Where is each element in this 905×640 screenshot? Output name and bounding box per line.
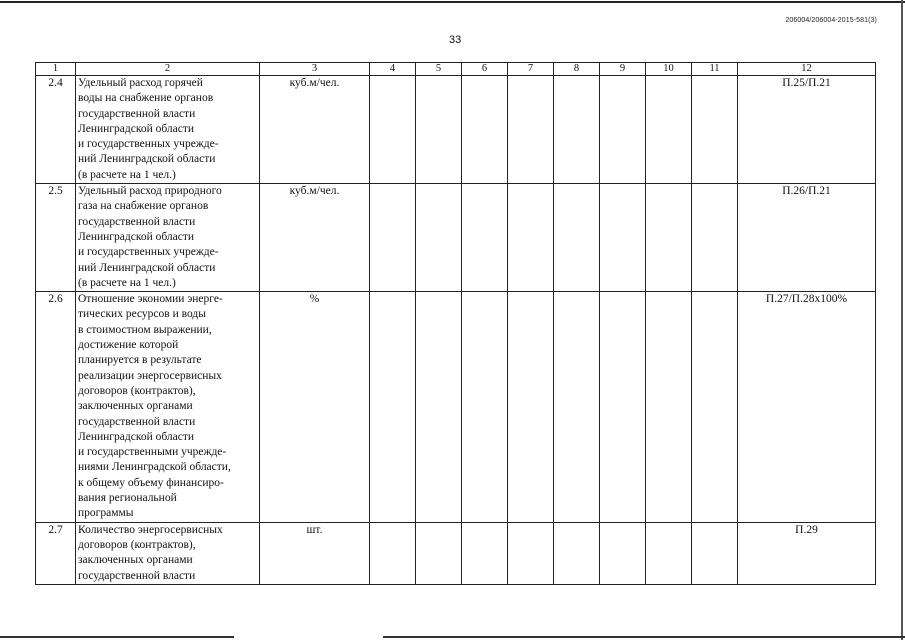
empty-value-cell <box>462 292 508 522</box>
column-header: 8 <box>554 63 600 76</box>
column-header: 2 <box>76 63 260 76</box>
document-id: 206004/206004-2015-581(3) <box>785 17 877 24</box>
row-number: 2.4 <box>36 76 76 184</box>
empty-value-cell <box>554 292 600 522</box>
indicator-name-line: Ленинградской области <box>78 230 195 243</box>
indicator-name-line: государственной власти <box>78 569 196 582</box>
indicator-name-line: программы <box>78 507 134 520</box>
indicator-name-line: договоров (контрактов), <box>78 384 196 397</box>
row-number: 2.7 <box>36 522 76 584</box>
indicator-name-line: тических ресурсов и воды <box>78 308 206 321</box>
empty-value-cell <box>646 292 692 522</box>
column-number-row <box>36 63 876 76</box>
indicator-name-line: заключенных органами <box>78 554 193 567</box>
indicator-name-line: газа на снабжение органов <box>78 200 209 213</box>
empty-value-cell <box>600 184 646 292</box>
indicator-name-line: и государственных учрежде- <box>78 246 219 259</box>
column-header: 12 <box>738 63 876 76</box>
indicator-name-line: планируется в результате <box>78 354 202 367</box>
indicator-name-line: достижение которой <box>78 339 179 352</box>
indicator-name-line: и государственными учрежде- <box>78 446 227 459</box>
indicator-name-line: вания региональной <box>78 492 177 505</box>
top-scan-border <box>0 1 905 3</box>
indicator-name <box>76 522 260 584</box>
unit-of-measure: % <box>260 292 370 522</box>
indicator-name-line: (в расчете на 1 чел.) <box>78 168 176 181</box>
empty-value-cell <box>692 292 738 522</box>
empty-value-cell <box>370 522 416 584</box>
table-row <box>36 292 876 522</box>
column-header: 10 <box>646 63 692 76</box>
empty-value-cell <box>416 76 462 184</box>
right-edge-mark <box>901 0 903 640</box>
empty-value-cell <box>508 76 554 184</box>
empty-value-cell <box>508 292 554 522</box>
row-number: 2.5 <box>36 184 76 292</box>
calculation-formula: П.26/П.21 <box>738 184 876 292</box>
indicator-name <box>76 292 260 522</box>
indicator-name-line: государственной власти <box>78 107 196 120</box>
indicator-name-line: Ленинградской области <box>78 430 195 443</box>
empty-value-cell <box>508 522 554 584</box>
indicator-name-line: Удельный расход природного <box>78 185 222 198</box>
empty-value-cell <box>600 522 646 584</box>
unit-of-measure: шт. <box>260 522 370 584</box>
column-header: 6 <box>462 63 508 76</box>
indicator-name-line: заключенных органами <box>78 400 193 413</box>
empty-value-cell <box>646 184 692 292</box>
empty-value-cell <box>646 522 692 584</box>
unit-of-measure: куб.м/чел. <box>260 76 370 184</box>
table-row <box>36 184 876 292</box>
indicator-name-line: Количество энергосервисных <box>78 523 223 536</box>
empty-value-cell <box>416 184 462 292</box>
indicator-name-line: Отношение экономии энерге- <box>78 293 223 306</box>
indicator-name-line: ниями Ленинградской области, <box>78 461 231 474</box>
row-number: 2.6 <box>36 292 76 522</box>
column-header: 5 <box>416 63 462 76</box>
empty-value-cell <box>370 184 416 292</box>
indicator-table <box>35 62 876 585</box>
indicator-name <box>76 76 260 184</box>
empty-value-cell <box>462 76 508 184</box>
empty-value-cell <box>692 522 738 584</box>
calculation-formula: П.27/П.28х100% <box>738 292 876 522</box>
page-number: 33 <box>449 34 462 46</box>
empty-value-cell <box>554 76 600 184</box>
empty-value-cell <box>692 184 738 292</box>
table-row <box>36 522 876 584</box>
indicator-name-line: и государственных учрежде- <box>78 138 219 151</box>
indicator-name <box>76 184 260 292</box>
empty-value-cell <box>692 76 738 184</box>
indicator-name-line: реализации энергосервисных <box>78 369 222 382</box>
column-header: 3 <box>260 63 370 76</box>
empty-value-cell <box>370 76 416 184</box>
indicator-name-line: в стоимостном выражении, <box>78 323 212 336</box>
indicator-name-line: договоров (контрактов), <box>78 538 196 551</box>
empty-value-cell <box>646 76 692 184</box>
indicator-name-line: воды на снабжение органов <box>78 92 214 105</box>
table-row <box>36 76 876 184</box>
empty-value-cell <box>416 522 462 584</box>
column-header: 11 <box>692 63 738 76</box>
indicator-name-line: (в расчете на 1 чел.) <box>78 276 176 289</box>
unit-of-measure: куб.м/чел. <box>260 184 370 292</box>
empty-value-cell <box>462 522 508 584</box>
empty-value-cell <box>554 184 600 292</box>
indicator-name-line: государственной власти <box>78 215 196 228</box>
column-header: 7 <box>508 63 554 76</box>
bottom-scan-line-right <box>383 636 905 638</box>
indicator-name-line: Ленинградской области <box>78 122 195 135</box>
column-header: 9 <box>600 63 646 76</box>
empty-value-cell <box>462 184 508 292</box>
empty-value-cell <box>554 522 600 584</box>
indicator-name-line: ний Ленинградской области <box>78 153 216 166</box>
empty-value-cell <box>370 292 416 522</box>
empty-value-cell <box>600 76 646 184</box>
empty-value-cell <box>416 292 462 522</box>
bottom-scan-line-left <box>0 636 234 638</box>
calculation-formula: П.25/П.21 <box>738 76 876 184</box>
empty-value-cell <box>600 292 646 522</box>
indicator-name-line: государственной власти <box>78 415 196 428</box>
indicator-name-line: к общему объему финансиро- <box>78 476 224 489</box>
indicator-name-line: Удельный расход горячей <box>78 77 203 89</box>
empty-value-cell <box>508 184 554 292</box>
indicator-name-line: ний Ленинградской области <box>78 261 216 274</box>
calculation-formula: П.29 <box>738 522 876 584</box>
column-header: 4 <box>370 63 416 76</box>
column-header: 1 <box>36 63 76 76</box>
